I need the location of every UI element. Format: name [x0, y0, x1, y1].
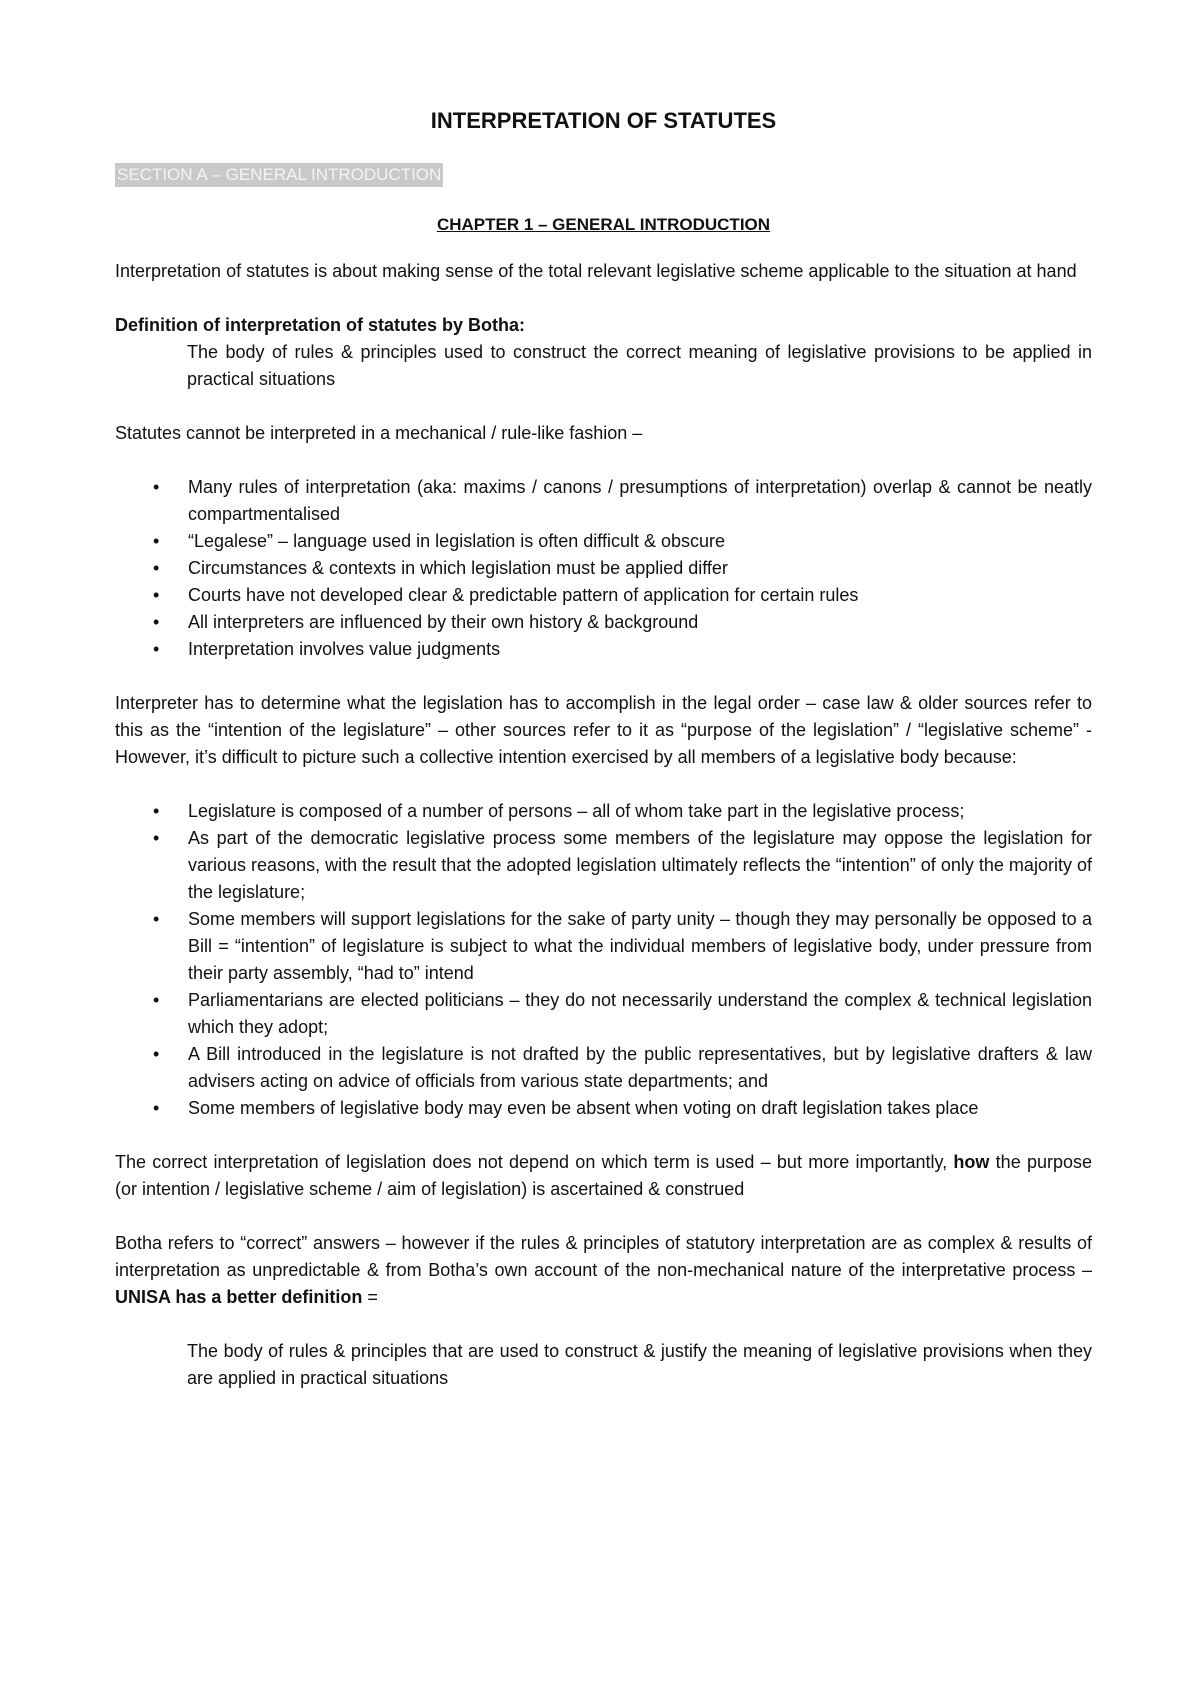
- botha-paragraph-emphasis: UNISA has a better definition: [115, 1287, 363, 1307]
- bullet-icon: •: [153, 1044, 160, 1064]
- document-page: [115, 106, 1092, 1419]
- bullet-icon: •: [153, 1098, 160, 1118]
- list-item-text: Courts have not developed clear & predictable pattern of application for certain rules: [188, 585, 859, 605]
- list-item: [115, 474, 1092, 528]
- bullet-icon: •: [153, 801, 160, 821]
- list-item-text: All interpreters are influenced by their own history & background: [188, 612, 699, 632]
- bullet-icon: •: [153, 477, 160, 497]
- botha-paragraph-text-1: Botha refers to “correct” answers – however if the rules & principles of statutory interpretation are as complex & results of interpretation as unpredictable & from Botha’s own account of the non-mechanical nature of the interpretative process –: [115, 1233, 1092, 1280]
- bullet-icon: •: [153, 828, 160, 848]
- list-item-text: Some members will support legislations for the sake of party unity – though they may personally be opposed to a Bill = “intention” of legislature is subject to what the individual members of legislative body, under pressure from their party assembly, “had to” intend: [188, 909, 1092, 983]
- definition-text: The body of rules & principles used to construct the correct meaning of legislative provisions to be applied in practical situations: [187, 342, 1092, 389]
- bullet-icon: •: [153, 531, 160, 551]
- list-item: [115, 1095, 1092, 1122]
- bullet-icon: •: [153, 558, 160, 578]
- bullet-icon: •: [153, 909, 160, 929]
- list-item-text: As part of the democratic legislative process some members of the legislature may oppose the legislation for various reasons, with the result that the adopted legislation ultimately reflects the “intention” of only the majority of the legislature;: [188, 828, 1092, 902]
- mechanical-paragraph: Statutes cannot be interpreted in a mechanical / rule-like fashion –: [115, 423, 643, 443]
- document-title: INTERPRETATION OF STATUTES: [430, 108, 777, 133]
- intro-paragraph: Interpretation of statutes is about making sense of the total relevant legislative scheme applicable to the situation at hand: [115, 261, 1077, 281]
- list-item-text: “Legalese” – language used in legislation is often difficult & obscure: [188, 531, 726, 551]
- list-item-text: Many rules of interpretation (aka: maxims / canons / presumptions of interpretation) overlap & cannot be neatly compartmentalised: [188, 477, 1092, 524]
- list-item: [115, 798, 1092, 825]
- list-item: [115, 987, 1092, 1041]
- list-item: [115, 636, 1092, 663]
- list-item: [115, 906, 1092, 987]
- list-item-text: Interpretation involves value judgments: [188, 639, 501, 659]
- list-item: [115, 825, 1092, 906]
- correct-paragraph-emphasis: how: [953, 1152, 990, 1172]
- list-item-text: Some members of legislative body may even be absent when voting on draft legislation takes place: [188, 1098, 979, 1118]
- list-item: [115, 1041, 1092, 1095]
- list-item-text: Parliamentarians are elected politicians – they do not necessarily understand the complex & technical legislation which they adopt;: [188, 990, 1092, 1037]
- list-item: [115, 528, 1092, 555]
- correct-paragraph-text-1: The correct interpretation of legislation does not depend on which term is used – but more importantly,: [115, 1152, 954, 1172]
- bullet-icon: •: [153, 639, 160, 659]
- reasons-list: [115, 474, 1092, 663]
- chapter-title: CHAPTER 1 – GENERAL INTRODUCTION: [436, 215, 771, 234]
- unisa-definition: The body of rules & principles that are used to construct & justify the meaning of legislative provisions when they are applied in practical situations: [187, 1341, 1092, 1388]
- correct-paragraph-text-2: the purpose (or intention / legislative scheme / aim of legislation) is ascertained & construed: [115, 1152, 1093, 1199]
- intention-list: [115, 798, 1092, 1122]
- definition-label: Definition of interpretation of statutes by Botha:: [115, 315, 525, 335]
- intention-paragraph: Interpreter has to determine what the legislation has to accomplish in the legal order – case law & older sources refer to this as the “intention of the legislature” – other sources refer to it as “purpose of the legislation” / “legislative scheme” - However, it’s difficult to picture such a collective intention exercised by all members of a legislative body because:: [115, 693, 1092, 767]
- correct-interpretation-paragraph: [115, 1149, 1092, 1203]
- list-item-text: Legislature is composed of a number of persons – all of whom take part in the legislative process;: [188, 801, 965, 821]
- list-item: [115, 555, 1092, 582]
- bullet-icon: •: [153, 585, 160, 605]
- list-item-text: Circumstances & contexts in which legislation must be applied differ: [188, 558, 728, 578]
- list-item: [115, 582, 1092, 609]
- list-item: [115, 609, 1092, 636]
- section-heading-wrapper: [115, 162, 1092, 187]
- bullet-icon: •: [153, 612, 160, 632]
- section-heading: SECTION A – GENERAL INTRODUCTION: [115, 163, 443, 187]
- bullet-icon: •: [153, 990, 160, 1010]
- botha-paragraph: [115, 1230, 1092, 1311]
- list-item-text: A Bill introduced in the legislature is not drafted by the public representatives, but by legislative drafters & law advisers acting on advice of officials from various state departments; and: [188, 1044, 1092, 1091]
- botha-paragraph-text-2: =: [362, 1287, 378, 1307]
